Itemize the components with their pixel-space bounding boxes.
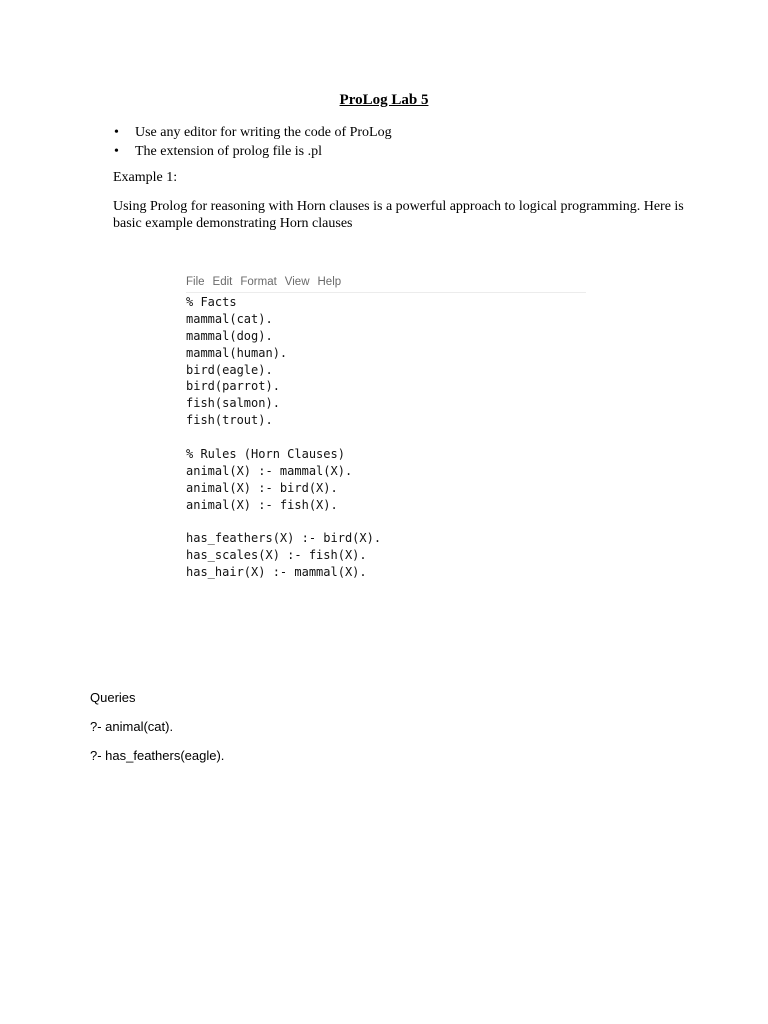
editor-menubar — [186, 276, 586, 293]
query-line: ?- animal(cat). — [90, 719, 174, 734]
menu-format[interactable]: Format — [240, 276, 277, 288]
menu-edit[interactable]: Edit — [212, 276, 233, 288]
code-line: % Facts — [186, 295, 237, 309]
code-line: mammal(dog). — [186, 328, 273, 343]
queries-heading: Queries — [90, 690, 136, 705]
code-line: bird(eagle). — [186, 362, 273, 377]
bullet-item — [114, 123, 392, 142]
menu-file[interactable]: File — [186, 276, 205, 288]
example-heading: Example 1: — [113, 170, 178, 185]
editor-screenshot — [186, 276, 586, 581]
page-title: ProLog Lab 5 — [339, 92, 429, 108]
code-line: % Rules (Horn Clauses) — [186, 447, 345, 462]
bullet-text: The extension of prolog file is .pl — [135, 144, 323, 159]
code-line: fish(salmon). — [186, 396, 280, 411]
code-block — [186, 294, 586, 581]
code-line: mammal(cat). — [186, 311, 273, 326]
code-line: bird(parrot). — [186, 379, 280, 394]
code-line: animal(X) :- fish(X). — [186, 497, 338, 512]
intro-paragraph: Using Prolog for reasoning with Horn clauses is a powerful approach to logical programming. Here is basic example demonstrating Horn clauses — [113, 199, 684, 231]
code-line: has_hair(X) :- mammal(X). — [186, 565, 367, 580]
bullet-list — [114, 123, 392, 161]
code-line: animal(X) :- mammal(X). — [186, 463, 353, 478]
code-line: animal(X) :- bird(X). — [186, 480, 338, 495]
code-line: has_scales(X) :- fish(X). — [186, 548, 367, 563]
code-line — [186, 429, 586, 446]
bullet-text: Use any editor for writing the code of ProLog — [135, 125, 392, 140]
code-line: fish(trout). — [186, 413, 273, 428]
code-line: mammal(human). — [186, 345, 288, 360]
code-line: has_feathers(X) :- bird(X). — [186, 531, 382, 546]
bullet-symbol: • — [114, 125, 119, 140]
query-line: ?- has_feathers(eagle). — [90, 748, 225, 763]
menu-view[interactable]: View — [284, 276, 310, 288]
menu-help[interactable]: Help — [317, 276, 342, 288]
code-line — [186, 514, 586, 531]
bullet-symbol: • — [114, 144, 119, 159]
bullet-item — [114, 142, 392, 161]
